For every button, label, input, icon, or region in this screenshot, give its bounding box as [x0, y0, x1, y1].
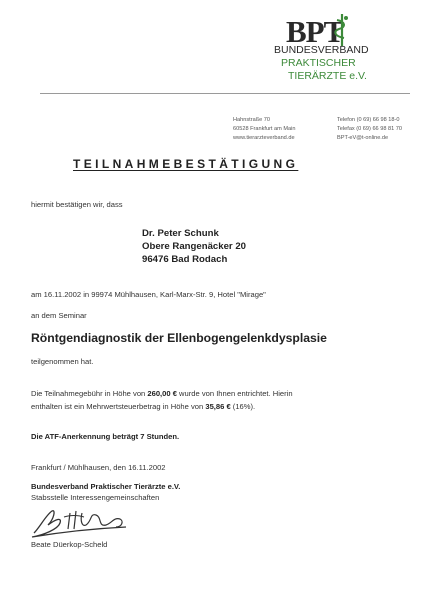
signer-name: Beate Düerkop-Scheld [31, 540, 108, 549]
contact-info [337, 116, 402, 143]
seminar-lead-text: an dem Seminar [31, 311, 87, 320]
contact-email: BPT-eV@t-online.de [337, 135, 389, 141]
address-city: 60528 Frankfurt am Main [233, 126, 296, 132]
recipient-street: Obere Rangenäcker 20 [142, 241, 246, 252]
vat-text-a: enthalten ist ein Mehrwertsteuerbetrag in Höhe von [31, 402, 206, 411]
address-web: www.tierarzteverband.de [233, 135, 295, 141]
seminar-title: Röntgendiagnostik der Ellenbogengelenkdysplasie [31, 331, 327, 345]
recipient-city: 96476 Bad Rodach [142, 254, 228, 265]
document-title: TEILNAHMEBESTÄTIGUNG [73, 157, 299, 171]
fee-line-1 [31, 389, 293, 398]
participated-text: teilgenommen hat. [31, 357, 94, 366]
handwritten-signature [26, 503, 136, 541]
atf-recognition: Die ATF-Anerkennung beträgt 7 Stunden. [31, 432, 180, 441]
svg-text:BPT: BPT [286, 14, 344, 48]
department: Stabsstelle Interessengemeinschaften [31, 493, 160, 502]
intro-text: hiermit bestätigen wir, dass [31, 200, 123, 209]
place-and-date: Frankfurt / Mühlhausen, den 16.11.2002 [31, 463, 166, 472]
fee-text-b: wurde von Ihnen entrichtet. Hierin [176, 389, 293, 398]
bpt-logo [284, 12, 356, 48]
vat-text-b: (16%). [230, 402, 256, 411]
address-street: Hahnstraße 70 [233, 117, 271, 123]
header-divider [40, 93, 410, 94]
org-name-line-1: BUNDESVERBAND [274, 44, 369, 56]
signing-organization: Bundesverband Praktischer Tierärzte e.V. [31, 482, 181, 491]
vat-amount: 35,86 € [205, 402, 231, 411]
org-name-line-3: TIERÄRZTE e.V. [288, 70, 367, 82]
fee-amount: 260,00 € [147, 389, 177, 398]
fee-text-a: Die Teilnahmegebühr in Höhe von [31, 389, 148, 398]
event-date-location: am 16.11.2002 in 99974 Mühlhausen, Karl-Marx-Str. 9, Hotel "Mirage" [31, 290, 266, 299]
org-name-line-2: PRAKTISCHER [281, 57, 356, 69]
contact-fax: Telefax (0 69) 66 98 81 70 [337, 126, 402, 132]
recipient-name: Dr. Peter Schunk [142, 228, 219, 239]
contact-phone: Telefon (0 69) 66 98 18-0 [337, 117, 400, 123]
postal-address [233, 116, 296, 143]
fee-line-2 [31, 402, 255, 411]
